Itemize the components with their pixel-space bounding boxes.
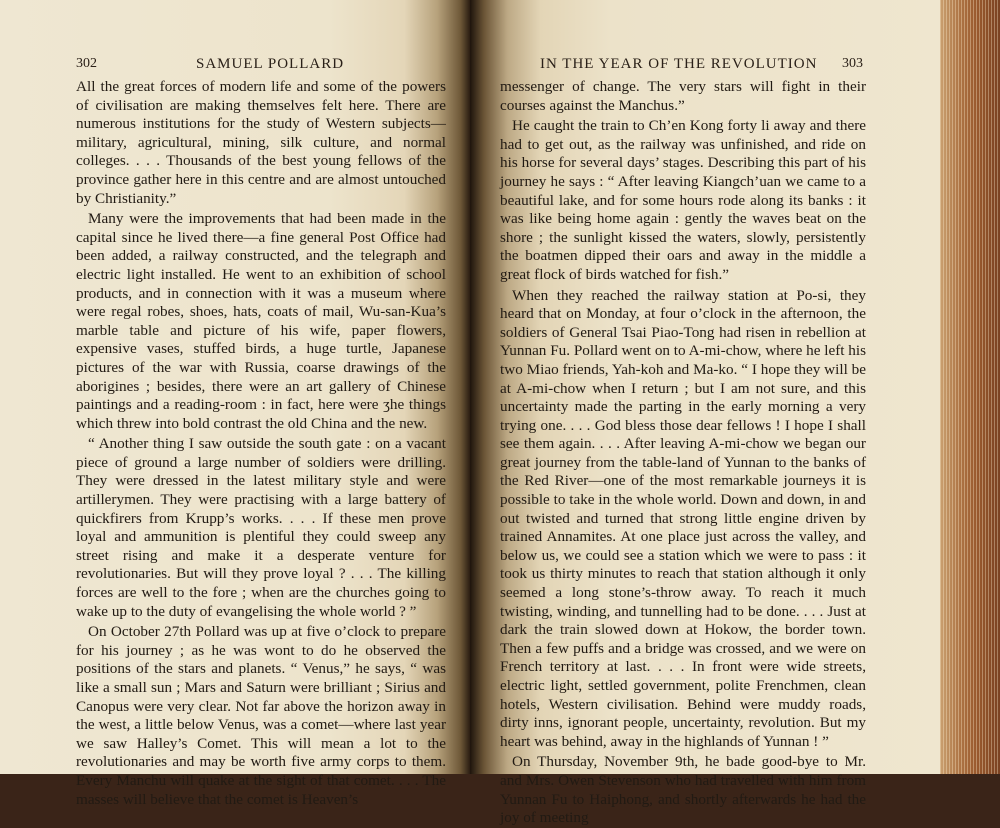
right-page-body [500,78,866,828]
paragraph: “ Another thing I saw outside the south gate : on a vacant piece of ground a large number of soldiers were drilling. They were dressed in the latest military style and were artillerymen. They were practising with a large battery of quickfirers from Krupp’s works. . . . If these men prove loyal and ammunition is plentiful they could sweep any street rising and make it a desperate venture for revolutionaries. But will they prove loyal ? . . . The killing forces are well to the fore ; when are the churches going to wake up to the duty of evangelising the whole world ? ” [76,435,446,620]
page-edges [940,0,1000,774]
paragraph: When they reached the railway station at Po-si, they heard that on Monday, at four o’clock in the afternoon, the soldiers of General Tsai Piao-Tong had risen in rebellion at Yunnan Fu. Pollard went on to A-mi-chow, where he left his two Miao friends, Yah-koh and Ma-ko. “ I hope they will be at A-mi-chow when I return ; but I am not sure, and this uncertainty made the parting in the early morning a very trying one. . . . God bless those dear fellows ! I hope I shall see them again. . . . After leaving A-mi-chow we began our great journey from the table-land of Yunnan to the banks of the Red River—one of the most remarkable journeys it is possible to take in the whole world. Down and down, in and out twisted and turned that strong little engine driven by trained Annamites. At one place just across the valley, and below us, we could see a station which we were to pass : it took us thirty minutes to reach that station although it only seemed a long stone’s-throw away. To reach it much twisting, winding, and tunnelling had to be done. . . . Just at dark the train slowed down at Hokow, the border town. Then a few puffs and a bridge was crossed, and we were on French territory at last. . . . In front were wide streets, electric light, settled government, polite Frenchmen, clean hotels, Western civilisation. Behind were muddy roads, dirty inns, ignorant people, uncertainty, revolution. But my heart was behind, away in the highlands of Yunnan ! ” [500,286,866,750]
running-head-left: SAMUEL POLLARD [196,56,345,72]
left-page-body [76,78,446,809]
right-page [470,0,940,827]
page-number-left: 302 [76,56,97,71]
paragraph: messenger of change. The very stars will fight in their courses against the Manchus.” [500,78,866,114]
left-page [0,0,470,808]
paragraph: On October 27th Pollard was up at five o’clock to prepare for his journey ; as he was wont to do he observed the positions of the stars and planets. “ Venus,” he says, “ was like a small sun ; Mars and Saturn were brilliant ; Sirius and Canopus were very clear. Not far above the horizon away in the west, a little below Venus, was a comet—where last year we saw Halley’s Comet. This will mean a lot to the revolutionaries and may be worth five army corps to them. Every Manchu will quake at the sight of that comet. . . . The masses will believe that the comet is Heaven’s [76,623,446,808]
page-number-right: 303 [842,56,863,71]
paragraph: On Thursday, November 9th, he bade good-bye to Mr. and Mrs. Owen Stevenson who had travelled with him from Yunnan Fu to Haiphong, and shortly afterwards he had the joy of meeting [500,753,866,827]
paragraph: He caught the train to Ch’en Kong forty li away and there had to get out, as the railway was unfinished, and ride on his horse for several days’ stages. Describing this part of his journey he says : “ After leaving Kiangch’uan we came to a beautiful lake, and for some hours rode along its banks : it was like being home again : gently the waves beat on the shore ; the sunlight kissed the waters, slowly, persistently the boatmen dipped their oars and away in the middle a great flock of birds watched for fish.” [500,117,866,283]
running-head-right: IN THE YEAR OF THE REVOLUTION [540,56,818,72]
paragraph: Many were the improvements that had been made in the capital since he lived there—a fine general Post Office had been added, a railway constructed, and the telegraph and electric light installed. He went to an exhibition of school products, and in connection with it was a museum where were regal robes, shoes, hats, coats of mail, Wu-san-Kua’s marble table and picture of his wife, paper flowers, expensive vases, stuffed birds, a huge turtle, Japanese pictures of the war with Russia, coarse drawings of the aborigines ; besides, there were an art gallery of Chinese paintings and a reading-room : in fact, here were ʒhe things which threw into bold contrast the old China and the new. [76,210,446,432]
paragraph: All the great forces of modern life and some of the powers of civilisation are making themselves felt here. There are numerous institutions for the study of Western subjects—military, agricultural, mining, silk culture, and normal colleges. . . . Thousands of the best young fellows of the province gather here in this centre and are almost untouched by Christianity.” [76,78,446,207]
